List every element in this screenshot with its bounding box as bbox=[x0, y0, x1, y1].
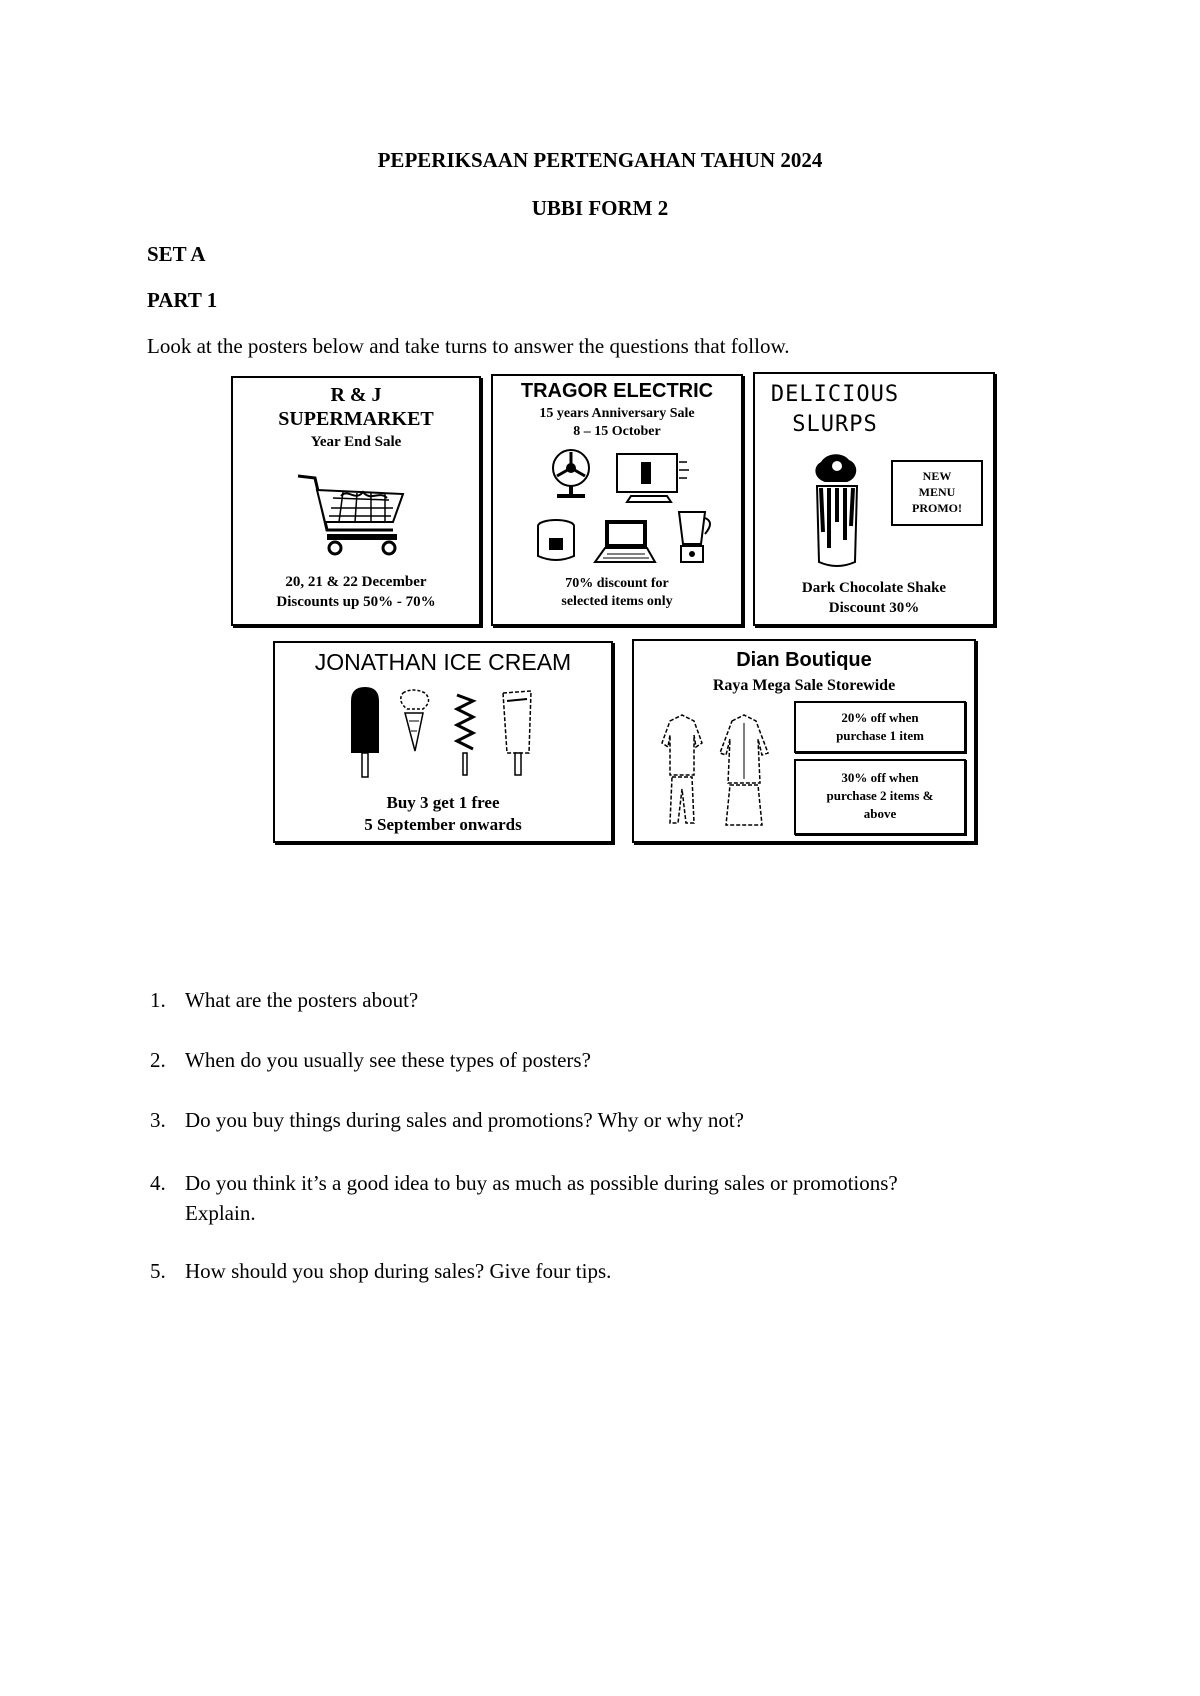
electric-subtitle: 15 years Anniversary Sale bbox=[539, 406, 695, 421]
question-3 bbox=[150, 1108, 1085, 1133]
instruction-text: Look at the posters below and take turns to answer the questions that follow. bbox=[147, 334, 790, 358]
part-label: PART 1 bbox=[147, 288, 218, 312]
question-number: 1. bbox=[150, 988, 166, 1012]
icecream-dates: 5 September onwards bbox=[364, 815, 522, 834]
offer-box-1 bbox=[794, 701, 966, 753]
question-2 bbox=[150, 1048, 1085, 1073]
question-number: 2. bbox=[150, 1048, 166, 1072]
boutique-subtitle: Raya Mega Sale Storewide bbox=[712, 677, 896, 694]
electric-title: TRAGOR ELECTRIC bbox=[520, 380, 714, 402]
promo-line-1: NEW bbox=[922, 469, 952, 483]
slurps-title-2: SLURPS bbox=[792, 412, 878, 437]
blender-icon bbox=[671, 508, 717, 568]
question-text: How should you shop during sales? Give four tips. bbox=[185, 1259, 612, 1283]
offer2-line-3: above bbox=[863, 806, 897, 821]
question-5 bbox=[150, 1259, 1085, 1284]
baju-melayu-icon bbox=[662, 715, 702, 823]
shopping-cart-icon bbox=[293, 468, 413, 558]
new-menu-promo-box bbox=[891, 460, 983, 526]
laptop-icon bbox=[591, 516, 657, 568]
boutique-title: Dian Boutique bbox=[736, 649, 872, 671]
supermarket-dates: 20, 21 & 22 December bbox=[285, 574, 427, 590]
ice-pop-dark-icon bbox=[351, 687, 379, 777]
poster-icecream bbox=[273, 641, 613, 843]
clothing-icons bbox=[652, 713, 792, 831]
poster-electric bbox=[491, 374, 743, 626]
baju-kurung-icon bbox=[720, 715, 768, 825]
exam-title: PEPERIKSAAN PERTENGAHAN TAHUN 2024 bbox=[377, 148, 823, 172]
question-text: What are the posters about? bbox=[185, 988, 419, 1012]
supermarket-title-1: R & J bbox=[330, 384, 382, 406]
promo-line-3: PROMO! bbox=[912, 501, 962, 515]
question-number: 5. bbox=[150, 1259, 166, 1283]
icecream-offer: Buy 3 get 1 free bbox=[386, 793, 500, 812]
poster-slurps bbox=[753, 372, 995, 626]
ice-cream-icons bbox=[347, 687, 547, 783]
question-1 bbox=[150, 988, 1085, 1013]
offer2-line-2: purchase 2 items & bbox=[826, 788, 934, 803]
poster-boutique bbox=[632, 639, 976, 843]
question-text: When do you usually see these types of posters? bbox=[185, 1048, 591, 1072]
offer1-line-2: purchase 1 item bbox=[836, 728, 924, 743]
electric-discount-2: selected items only bbox=[561, 594, 673, 609]
set-label: SET A bbox=[147, 242, 206, 266]
slurps-title-1: DELICIOUS bbox=[770, 382, 900, 407]
promo-line-2: MENU bbox=[918, 485, 956, 499]
slurps-item: Dark Chocolate Shake bbox=[801, 580, 947, 596]
question-number: 4. bbox=[150, 1171, 166, 1195]
supermarket-subtitle: Year End Sale bbox=[310, 434, 402, 450]
swirl-pop-icon bbox=[457, 695, 473, 775]
computer-icon bbox=[611, 450, 691, 506]
electric-discount-1: 70% discount for bbox=[565, 576, 669, 591]
supermarket-title-2: SUPERMARKET bbox=[278, 408, 434, 430]
supermarket-discount: Discounts up 50% - 70% bbox=[276, 594, 436, 610]
offer-box-2 bbox=[794, 759, 966, 835]
question-4 bbox=[150, 1168, 1085, 1228]
question-text: Do you buy things during sales and promotions? Why or why not? bbox=[185, 1108, 744, 1132]
slurps-discount: Discount 30% bbox=[828, 600, 920, 616]
question-text: Do you think it’s a good idea to buy as much as possible during sales or promotions? bbox=[185, 1171, 898, 1195]
electric-dates: 8 – 15 October bbox=[573, 424, 661, 439]
offer2-line-1: 30% off when bbox=[841, 770, 919, 785]
offer1-line-1: 20% off when bbox=[841, 710, 919, 725]
exam-subtitle: UBBI FORM 2 bbox=[531, 196, 669, 220]
question-text-continued: Explain. bbox=[185, 1201, 256, 1225]
rice-cooker-icon bbox=[533, 516, 579, 566]
ice-cream-cone-icon bbox=[401, 690, 429, 751]
icecream-title: JONATHAN ICE CREAM bbox=[314, 649, 572, 675]
fan-icon bbox=[541, 446, 597, 502]
question-number: 3. bbox=[150, 1108, 166, 1132]
poster-supermarket bbox=[231, 376, 481, 626]
milkshake-icon bbox=[803, 452, 873, 572]
ice-pop-light-icon bbox=[503, 691, 531, 775]
